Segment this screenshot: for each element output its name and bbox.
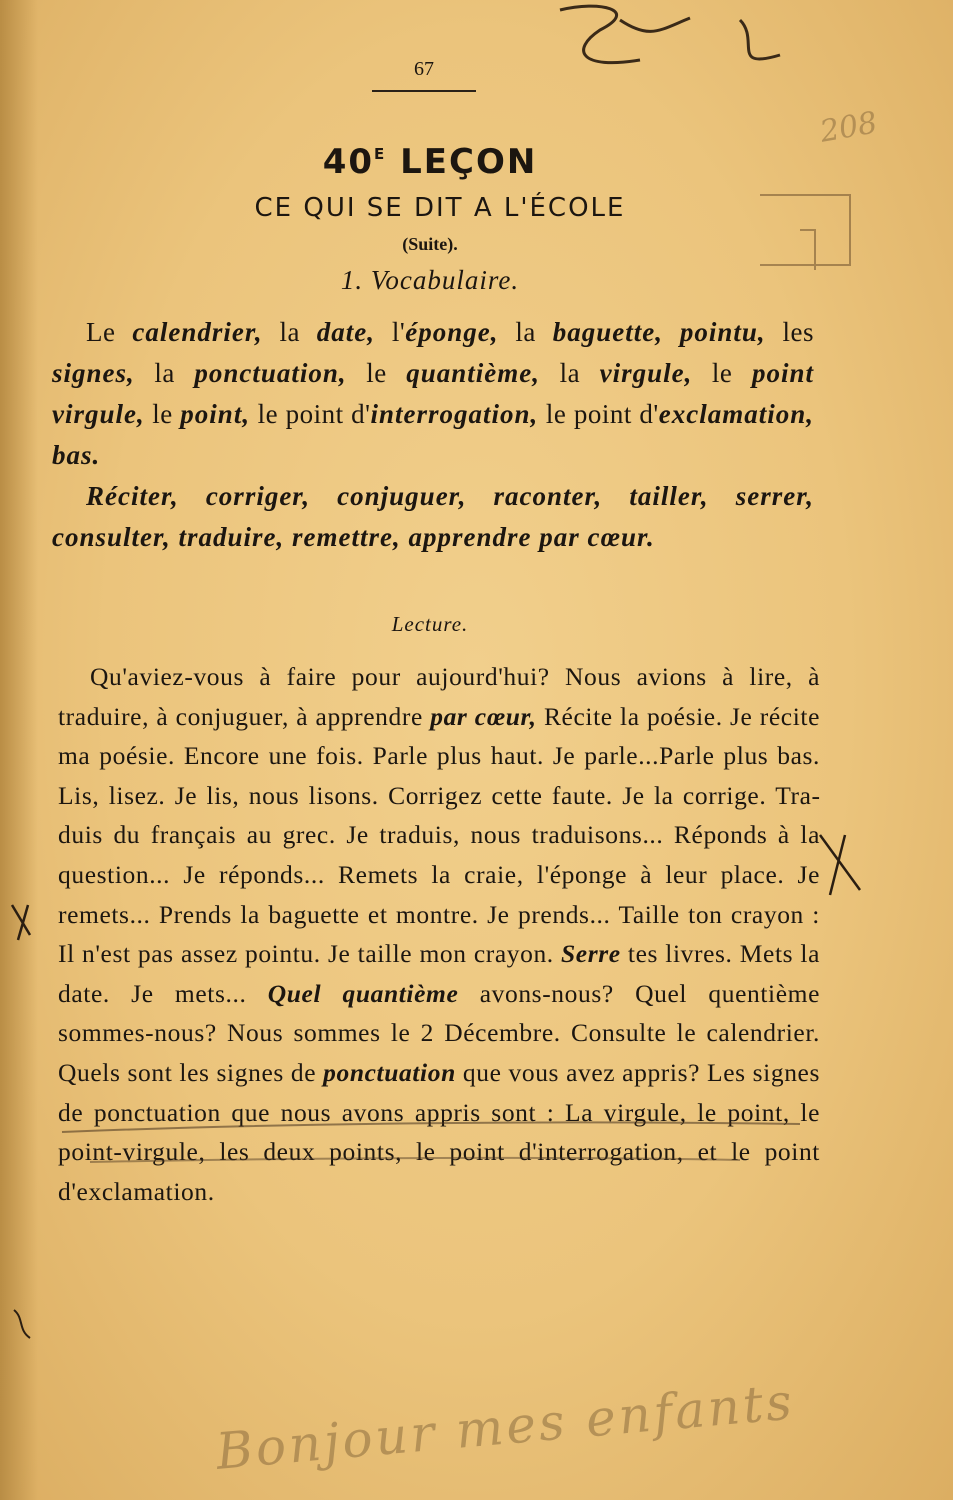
text-run: la [262,317,317,347]
emphasized-term: par cœur, [430,701,537,731]
emphasized-term: éponge, [405,317,499,347]
ink-cross-mark [820,835,860,895]
emphasized-term: Quel quantième [267,978,459,1008]
emphasized-term: point virgule, [52,358,814,429]
text-run: les [765,317,814,347]
pencil-underline-month [90,1158,740,1162]
text-run: Le [86,317,133,347]
pencil-number-mark: 208 [817,105,880,150]
emphasized-term: Réciter, corriger, conjuguer, raconter, tailler, serrer, consulter, traduire, remettre, apprendre par cœur. [52,481,814,552]
text-run: tes livres. Mets la date. Je mets... [58,939,820,1008]
text-run: la [540,358,600,388]
ink-margin-mark [12,905,30,940]
text-run: le point d' [250,399,371,429]
emphasized-term: Serre [561,939,621,969]
emphasized-term: point, [180,399,251,429]
emphasized-term: baguette, [552,317,663,347]
text-run: Qu'aviez-vous à faire pour aujourd'hui? Nous avions à lire, à traduire, à conjuguer, à apprendre [58,662,820,731]
text-run: que vous avez appris? Les signes de ponctuation que nous avons appris sont : La virgule, le point, le point-virgule, les deux points, le point d'interrogation, et le point d'exclamation. [58,1057,820,1206]
pencil-handwritten-note: Bonjour mes enfants [213,1372,797,1481]
emphasized-term: virgule, [599,358,693,388]
page-number: 67 [414,58,434,80]
pencil-bracket-mark [760,195,850,270]
ink-margin-tick [14,1310,30,1338]
lesson-word: LEÇON [400,142,538,182]
text-run: le point d' [538,399,659,429]
text-run: la [498,317,553,347]
reading-heading: Lecture. [391,612,469,636]
text-run: l' [375,317,406,347]
lesson-number-suffix: E [374,145,387,163]
emphasized-term: ponctuation [323,1057,456,1087]
emphasized-term: pointu, [679,317,766,347]
text-run: Récite la poésie. Je récite ma poésie. Encore une fois. Parle plus haut. Je parle...Parle plus bas. Lis, lisez. Je lis, nous lisons. Corrigez cette faute. Je la corrige. Traduis du français au grec. Je traduis, nous traduisons... Réponds à la question... Je réponds... Remets la craie, l'éponge à leur place. Je remets... Prends la baguette et montre. Je prends... Taille ton crayon : Il n'est pas assez pointu. Je taille mon crayon. [58,701,820,969]
text-run: le [692,358,752,388]
ink-scribble-top [560,6,780,63]
lesson-number: 40 [322,142,375,182]
text-run: la [134,358,195,388]
text-run: le [144,399,181,429]
pencil-underline-date [62,1122,800,1132]
lesson-continuation: (Suite). [402,234,458,254]
text-run: le [346,358,407,388]
emphasized-term: date, [316,317,376,347]
vocabulary-heading: 1. Vocabulaire. [340,265,520,295]
emphasized-term: quantième, [406,358,541,388]
text-run: avons-nous? Quel quentième sommes-nous? Nous sommes le 2 Décembre. Consulte le calendrier. Quels sont les signes de [58,978,821,1087]
lesson-subtitle: CE QUI SE DIT A L'ÉCOLE [254,193,626,223]
emphasized-term: signes, [52,358,135,388]
emphasized-term: calendrier, [132,317,263,347]
emphasized-term: ponctuation, [194,358,347,388]
emphasized-term: exclamation, bas. [52,399,814,470]
emphasized-term: interrogation, [370,399,539,429]
